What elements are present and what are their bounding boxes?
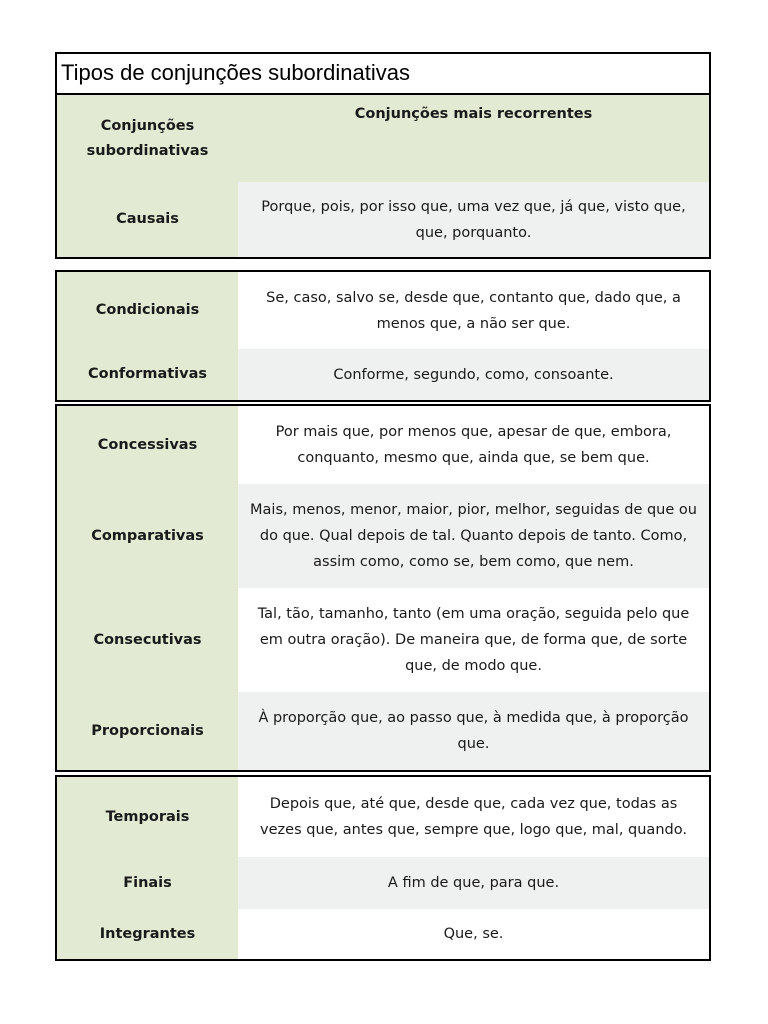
- table-row-temporais: [57, 777, 709, 857]
- category-causais: Causais: [57, 182, 238, 257]
- table-block-2: [55, 270, 711, 402]
- table-block-4: [55, 775, 711, 961]
- conjunctions-proporcionais: À proporção que, ao passo que, à medida que, à proporção que.: [238, 692, 709, 770]
- table-row-concessivas: [57, 406, 709, 484]
- conjunctions-finais: A fim de que, para que.: [238, 857, 709, 909]
- conjunctions-conformativas: Conforme, segundo, como, consoante.: [238, 349, 709, 400]
- conjunctions-consecutivas: Tal, tão, tamanho, tanto (em uma oração, seguida pelo que em outra oração). De maneira que, de forma que, de sorte que, de modo que.: [257, 606, 690, 674]
- category-concessivas: Concessivas: [57, 406, 238, 484]
- table-block-1: [55, 93, 711, 259]
- table-row-integrantes: [57, 909, 709, 959]
- conjunctions-integrantes: Que, se.: [443, 926, 504, 942]
- table-title-box: [55, 52, 711, 93]
- conjunctions-concessivas: Por mais que, por menos que, apesar de que, embora, conquanto, mesmo que, ainda que, se bem que.: [275, 424, 672, 466]
- category-consecutivas: Consecutivas: [57, 588, 238, 692]
- conjunctions-temporais: Depois que, até que, desde que, cada vez que, todas as vezes que, antes que, sempre que, logo que, mal, quando.: [260, 796, 687, 838]
- table-title: Tipos de conjunções subordinativas: [61, 60, 410, 85]
- table-row-proporcionais: [57, 692, 709, 770]
- table-row-consecutivas: [57, 588, 709, 692]
- category-integrantes: Integrantes: [57, 909, 238, 959]
- category-conformativas: Conformativas: [57, 349, 238, 400]
- table-row-comparativas: [57, 484, 709, 588]
- table-row-finais: [57, 857, 709, 909]
- table-header-row: [57, 95, 709, 182]
- conjunctions-condicionais: Se, caso, salvo se, desde que, contanto que, dado que, a menos que, a não ser que.: [266, 289, 681, 332]
- table-block-3: [55, 404, 711, 772]
- table-row-condicionais: [57, 272, 709, 349]
- category-proporcionais: Proporcionais: [57, 692, 238, 770]
- category-comparativas: Comparativas: [57, 484, 238, 588]
- table-row-causais: [57, 182, 709, 257]
- category-temporais: Temporais: [57, 777, 238, 857]
- category-finais: Finais: [57, 857, 238, 909]
- table-row-conformativas: [57, 349, 709, 400]
- category-condicionais: Condicionais: [57, 272, 238, 349]
- header-conjuncoes-mais-recorrentes: Conjunções mais recorrentes: [238, 95, 709, 182]
- conjunctions-comparativas: Mais, menos, menor, maior, pior, melhor, seguidas de que ou do que. Qual depois de tal. Quanto depois de tanto. Como, assim como, como se, bem como, que nem.: [238, 484, 709, 588]
- header-conjuncoes-subordinativas: Conjunções subordinativas: [57, 95, 238, 182]
- conjunctions-causais: Porque, pois, por isso que, uma vez que, já que, visto que, que, porquanto.: [238, 182, 709, 257]
